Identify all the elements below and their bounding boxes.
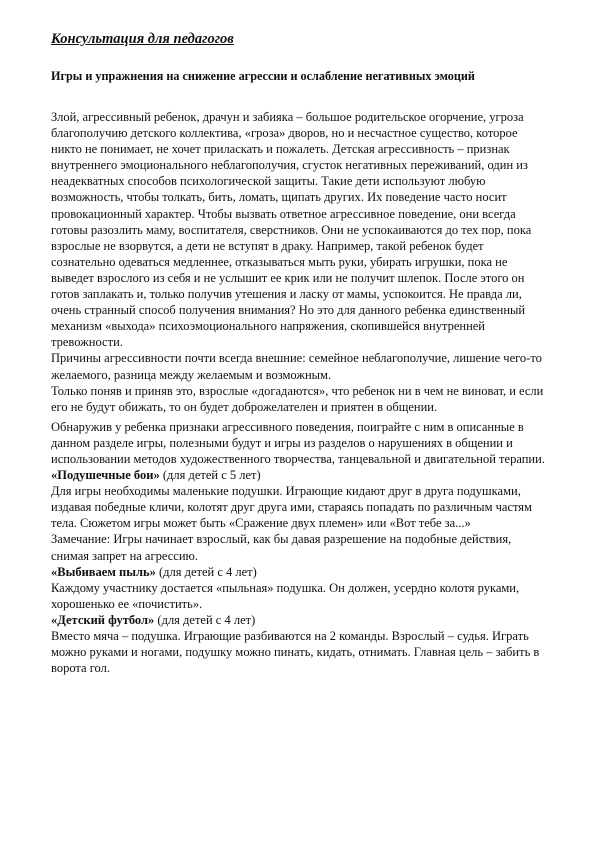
paragraph-understanding: Только поняв и приняв это, взрослые «догадаются», что ребенок ни в чем не виноват, и если его не будут обижать, то он будет доброжелателен и приятен в общении. [51, 383, 544, 414]
paragraph-causes: Причины агрессивности почти всегда внешние: семейное неблагополучие, лишение чего-то желаемого, разница между желаемым и возможным. [51, 351, 542, 382]
game-age: (для детей с 4 лет) [155, 564, 257, 579]
game-description: Для игры необходимы маленькие подушки. Играющие кидают друг в друга подушками, издавая победные кличи, колотят друг друга ими, стараясь попадать по различным частям тела. Сюжетом игры может быть «Сражение двух племен» или «Вот тебе за...» [51, 484, 532, 531]
game-note: Замечание: Игры начинает взрослый, как бы давая разрешение на подобные действия, снимая запрет на агрессию. [51, 532, 512, 563]
game-age: (для детей с 5 лет) [159, 468, 261, 483]
game-heading-pillow-fight [51, 467, 551, 483]
paragraph-recommendation: Обнаружив у ребенка признаки агрессивного поведения, поиграйте с ним в описанные в данном разделе игры, полезными будут и игры из разделов о нарушениях в общении и использовании методов художественного творчества, танцевальной и двигательной терапии. [51, 419, 545, 466]
game-title: «Выбиваем пыль» [51, 564, 156, 579]
paragraph-intro: Злой, агрессивный ребенок, драчун и забияка – большое родительское огорчение, угроза благополучию детского коллектива, «гроза» дворов, но и несчастное существо, которое никто не понимает, не хочет приласкать и пожалеть. Детская агрессивность – признак внутреннего эмоционального неблагополучия, сгусток негативных переживаний, один из неадекватных способов психологической защиты. Такие дети используют любую возможность, чтобы толкать, бить, ломать, щипать других. Их поведение часто носит провокационный характер. Чтобы вызвать ответное агрессивное поведение, они всегда готовы разозлить маму, воспитателя, сверстников. Они не успокаиваются до тех пор, пока взрослые не взорвутся, а дети не вступят в драку. Например, такой ребенок будет сознательно одеваться медленнее, отказываться мыть руки, убирать игрушки, пока не выведет взрослого из себя и не услышит ее крик или не получит шлепок. После этого он готов заплакать и, только получив утешения и ласку от мамы, успокоится. Не правда ли, очень странный способ получения внимания? Но это для данного ребенка единственный механизм «выхода» психоэмоционального напряжения, скопившейся внутренней тревожности. [51, 110, 532, 350]
document-body [51, 109, 551, 676]
game-heading-dust [51, 564, 551, 580]
game-age: (для детей с 4 лет) [154, 612, 256, 627]
game-description: Каждому участнику достается «пыльная» подушка. Он должен, усердно колотя руками, хорошенько ее «почистить». [51, 580, 520, 611]
game-heading-football [51, 612, 551, 628]
game-title: «Подушечные бои» [51, 468, 160, 483]
page-subtitle: Игры и упражнения на снижение агрессии и ослабление негативных эмоций [51, 69, 475, 83]
game-title: «Детский футбол» [51, 612, 155, 627]
page-title: Консультация для педагогов [51, 31, 234, 47]
game-description: Вместо мяча – подушка. Играющие разбиваются на 2 команды. Взрослый – судья. Играть можно руками и ногами, подушку можно пинать, кидать, отнимать. Главная цель – забить в ворота гол. [51, 629, 540, 676]
